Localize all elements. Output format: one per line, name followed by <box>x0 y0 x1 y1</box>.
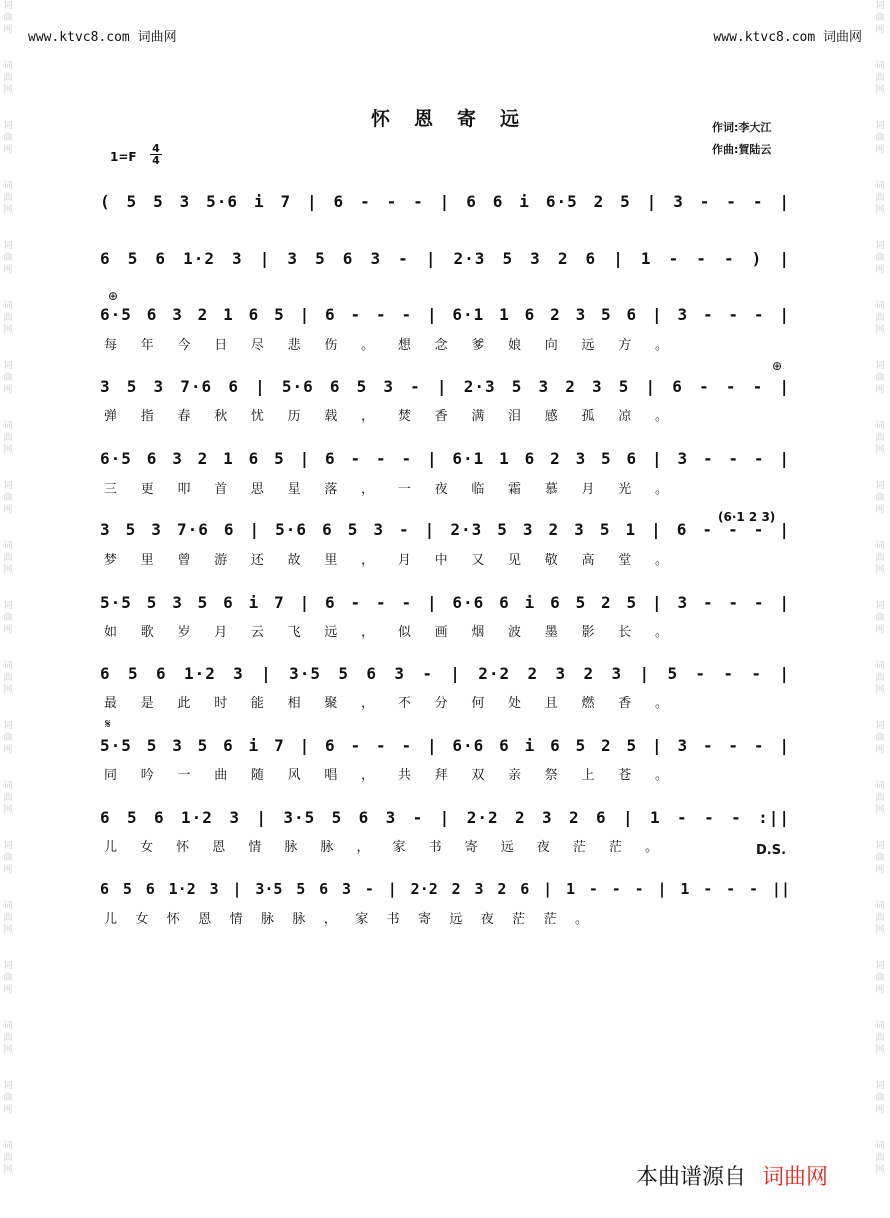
watermark-char: 网 <box>875 25 885 35</box>
notation-row: 5·5 5 3 5 6 i 7 | 6 - - - | 6·6 6 i 6 5 2 5 | 3 - - - | <box>100 593 790 612</box>
lyric-text: 每年今日尽悲伤。想念爹娘向远方。 <box>104 338 674 353</box>
watermark-char: 网 <box>875 445 885 455</box>
notation-row: 6 5 6 1·2 3 | 3·5 5 6 3 - | 2·2 2 3 2 6 | 1 - - - | 1 - - - || <box>100 880 790 898</box>
watermark-char: 曲 <box>875 973 885 983</box>
watermark-char: 词 <box>875 1021 885 1031</box>
watermark-char: 词 <box>3 541 13 551</box>
watermark-char: 词 <box>875 301 885 311</box>
watermark-char: 网 <box>875 85 885 95</box>
coda-sign-1: ⊕ <box>108 289 119 303</box>
watermark-char: 词 <box>3 361 13 371</box>
watermark-char: 曲 <box>875 73 885 83</box>
watermark-char: 曲 <box>3 613 13 623</box>
watermark-char: 词 <box>875 421 885 431</box>
watermark-char: 曲 <box>875 673 885 683</box>
watermark-char: 网 <box>875 1105 885 1115</box>
watermark-char: 网 <box>3 625 13 635</box>
notation-row: ( 5 5 3 5·6 i 7 | 6 - - - | 6 6 i 6·5 2 5 | 3 - - - | <box>100 192 790 211</box>
watermark-char: 曲 <box>875 253 885 263</box>
watermark-char: 曲 <box>3 253 13 263</box>
watermark-char: 网 <box>875 265 885 275</box>
watermark-char: 曲 <box>875 493 885 503</box>
lyric-row-8 <box>100 838 790 858</box>
watermark-char: 词 <box>3 1081 13 1091</box>
lyric-row-4 <box>100 551 790 571</box>
time-signature <box>150 143 162 166</box>
watermark-char: 曲 <box>875 733 885 743</box>
watermark-char: 网 <box>3 325 13 335</box>
time-signature-bottom: 4 <box>152 154 160 167</box>
notation-row: 6·5 6 3 2 1 6 5 | 6 - - - | 6·1 1 6 2 3 5 6 | 3 - - - | <box>100 449 790 468</box>
watermark-char: 词 <box>3 841 13 851</box>
lyric-row-9 <box>100 910 790 930</box>
watermark-char: 网 <box>3 1045 13 1055</box>
watermark-char: 网 <box>875 145 885 155</box>
watermark-char: 曲 <box>3 553 13 563</box>
watermark-char: 曲 <box>3 673 13 683</box>
watermark-char: 词 <box>875 961 885 971</box>
dal-segno-mark: D.S. <box>756 843 787 858</box>
watermark-char: 网 <box>3 265 13 275</box>
lyric-text: 三更叩首思星落，一夜临霜慕月光。 <box>104 482 674 497</box>
lyric-text: 儿女怀恩情脉脉，家书寄远夜茫茫。 <box>104 840 664 855</box>
score-line-1 <box>100 190 790 230</box>
watermark-char: 词 <box>875 61 885 71</box>
watermark-char: 网 <box>875 325 885 335</box>
watermark-char: 曲 <box>3 193 13 203</box>
watermark-char: 网 <box>875 625 885 635</box>
watermark-char: 词 <box>875 1 885 11</box>
watermark-char: 词 <box>875 121 885 131</box>
watermark-char: 网 <box>3 985 13 995</box>
watermark-char: 词 <box>3 961 13 971</box>
watermark-char: 词 <box>875 1141 885 1151</box>
notation-row: 6 5 6 1·2 3 | 3·5 5 6 3 - | 2·2 2 3 2 6 | 1 - - - :|| <box>100 808 790 827</box>
watermark-char: 曲 <box>3 1093 13 1103</box>
watermark-char: 网 <box>3 685 13 695</box>
lyric-row-1 <box>100 336 790 356</box>
watermark-char: 词 <box>875 541 885 551</box>
watermark-char: 网 <box>875 1165 885 1175</box>
watermark-char: 曲 <box>3 793 13 803</box>
header-right-url[interactable]: www.ktvc8.com 词曲网 <box>713 30 862 45</box>
watermark-char: 曲 <box>875 1033 885 1043</box>
watermark-char: 词 <box>3 181 13 191</box>
watermark-char: 曲 <box>3 853 13 863</box>
watermark-char: 词 <box>875 181 885 191</box>
watermark-char: 曲 <box>875 913 885 923</box>
watermark-char: 词 <box>3 601 13 611</box>
watermark-char: 词 <box>875 361 885 371</box>
footer-text: 本曲谱源自 <box>636 1165 747 1190</box>
watermark-char: 网 <box>875 685 885 695</box>
lyric-row-5 <box>100 623 790 643</box>
lyric-text: 梦里曾游还故里，月中又见敬高堂。 <box>104 553 674 568</box>
watermark-char: 词 <box>875 661 885 671</box>
watermark-char: 网 <box>875 805 885 815</box>
watermark-char: 网 <box>3 745 13 755</box>
watermark-char: 曲 <box>875 1093 885 1103</box>
watermark-char: 网 <box>875 745 885 755</box>
lyric-text: 最是此时能相聚，不分何处且燃香。 <box>104 696 674 711</box>
watermark-char: 网 <box>875 925 885 935</box>
lyricist-credit: 作词:李大江 <box>712 121 772 134</box>
lyric-row-2 <box>100 407 790 427</box>
watermark-char: 网 <box>875 865 885 875</box>
composer-credit: 作曲:賀陆云 <box>712 143 772 156</box>
grace-notes: (6·1 2 3) <box>718 510 776 524</box>
watermark-char: 网 <box>3 25 13 35</box>
watermark-char: 曲 <box>875 193 885 203</box>
watermark-char: 网 <box>875 505 885 515</box>
watermark-char: 词 <box>875 241 885 251</box>
header-left-url[interactable]: www.ktvc8.com 词曲网 <box>28 30 177 45</box>
watermark-char: 网 <box>3 865 13 875</box>
key-signature: 1=F <box>110 150 137 164</box>
watermark-char: 曲 <box>3 493 13 503</box>
watermark-char: 网 <box>875 985 885 995</box>
watermark-char: 曲 <box>875 613 885 623</box>
watermark-char: 曲 <box>3 13 13 23</box>
watermark-char: 曲 <box>875 433 885 443</box>
watermark-char: 网 <box>3 565 13 575</box>
watermark-char: 词 <box>3 241 13 251</box>
watermark-char: 词 <box>875 721 885 731</box>
coda-sign-2: ⊕ <box>772 359 783 373</box>
watermark-char: 网 <box>3 505 13 515</box>
notation-row: 6 5 6 1·2 3 | 3·5 5 6 3 - | 2·2 2 3 2 3 | 5 - - - | <box>100 664 790 683</box>
watermark-char: 曲 <box>875 373 885 383</box>
footer-brand-link[interactable]: 词曲网 <box>762 1165 829 1190</box>
lyric-text: 弹指春秋忧历载，焚香满泪感孤凉。 <box>104 409 674 424</box>
watermark-char: 曲 <box>3 133 13 143</box>
watermark-char: 曲 <box>3 373 13 383</box>
right-side-watermark <box>874 0 888 1218</box>
watermark-char: 网 <box>3 205 13 215</box>
watermark-char: 曲 <box>3 313 13 323</box>
watermark-char: 网 <box>3 805 13 815</box>
watermark-char: 词 <box>3 721 13 731</box>
watermark-char: 词 <box>3 421 13 431</box>
notation-row: 6·5 6 3 2 1 6 5 | 6 - - - | 6·1 1 6 2 3 5 6 | 3 - - - | <box>100 305 790 324</box>
watermark-char: 曲 <box>875 1153 885 1163</box>
time-signature-top: 4 <box>152 142 160 155</box>
source-footer <box>636 1160 828 1191</box>
notation-row: 6 5 6 1·2 3 | 3 5 6 3 - | 2·3 5 3 2 6 | 1 - - - ) | <box>100 249 790 268</box>
watermark-char: 曲 <box>875 13 885 23</box>
watermark-char: 网 <box>875 205 885 215</box>
watermark-char: 词 <box>3 661 13 671</box>
watermark-char: 曲 <box>875 313 885 323</box>
watermark-char: 词 <box>3 301 13 311</box>
watermark-char: 曲 <box>875 853 885 863</box>
watermark-char: 曲 <box>3 973 13 983</box>
watermark-char: 网 <box>3 1165 13 1175</box>
watermark-char: 曲 <box>3 1033 13 1043</box>
watermark-char: 曲 <box>3 73 13 83</box>
watermark-char: 词 <box>875 901 885 911</box>
watermark-char: 网 <box>3 1105 13 1115</box>
watermark-char: 网 <box>875 565 885 575</box>
watermark-char: 网 <box>3 385 13 395</box>
watermark-char: 网 <box>3 445 13 455</box>
watermark-char: 词 <box>3 1141 13 1151</box>
lyric-text: 儿女怀恩情脉脉，家书寄远夜茫茫。 <box>104 912 594 927</box>
watermark-char: 词 <box>3 481 13 491</box>
left-side-watermark <box>2 0 16 1218</box>
watermark-char: 网 <box>3 925 13 935</box>
song-title: 怀恩寄远 <box>370 108 543 130</box>
watermark-char: 词 <box>875 1081 885 1091</box>
watermark-char: 曲 <box>3 733 13 743</box>
watermark-char: 曲 <box>3 433 13 443</box>
watermark-char: 词 <box>875 481 885 491</box>
notation-row: 3 5 3 7·6 6 | 5·6 6 5 3 - | 2·3 5 3 2 3 5 | 6 - - - | <box>100 377 790 396</box>
watermark-char: 词 <box>875 601 885 611</box>
lyric-text: 如歌岁月云飞远，似画烟波墨影长。 <box>104 625 674 640</box>
watermark-char: 曲 <box>875 133 885 143</box>
watermark-char: 词 <box>875 841 885 851</box>
lyric-text: 同吟一曲随风唱，共拜双亲祭上苍。 <box>104 768 674 783</box>
watermark-char: 曲 <box>3 1153 13 1163</box>
lyric-row-3 <box>100 480 790 500</box>
watermark-char: 词 <box>3 1021 13 1031</box>
watermark-char: 曲 <box>875 553 885 563</box>
notation-row: 3 5 3 7·6 6 | 5·6 6 5 3 - | 2·3 5 3 2 3 5 1 | 6 - - - | <box>100 520 790 539</box>
watermark-char: 网 <box>875 1045 885 1055</box>
watermark-char: 网 <box>3 145 13 155</box>
segno-sign: 𝄋 <box>105 717 111 732</box>
watermark-char: 词 <box>875 781 885 791</box>
score-line-2 <box>100 247 790 287</box>
watermark-char: 词 <box>3 61 13 71</box>
watermark-char: 网 <box>875 385 885 395</box>
watermark-char: 词 <box>3 901 13 911</box>
lyric-row-7 <box>100 766 790 786</box>
watermark-char: 词 <box>3 781 13 791</box>
watermark-char: 词 <box>3 1 13 11</box>
watermark-char: 网 <box>3 85 13 95</box>
watermark-char: 曲 <box>875 793 885 803</box>
notation-row: 5·5 5 3 5 6 i 7 | 6 - - - | 6·6 6 i 6 5 2 5 | 3 - - - | <box>100 736 790 755</box>
lyric-row-6 <box>100 694 790 714</box>
watermark-char: 曲 <box>3 913 13 923</box>
watermark-char: 词 <box>3 121 13 131</box>
